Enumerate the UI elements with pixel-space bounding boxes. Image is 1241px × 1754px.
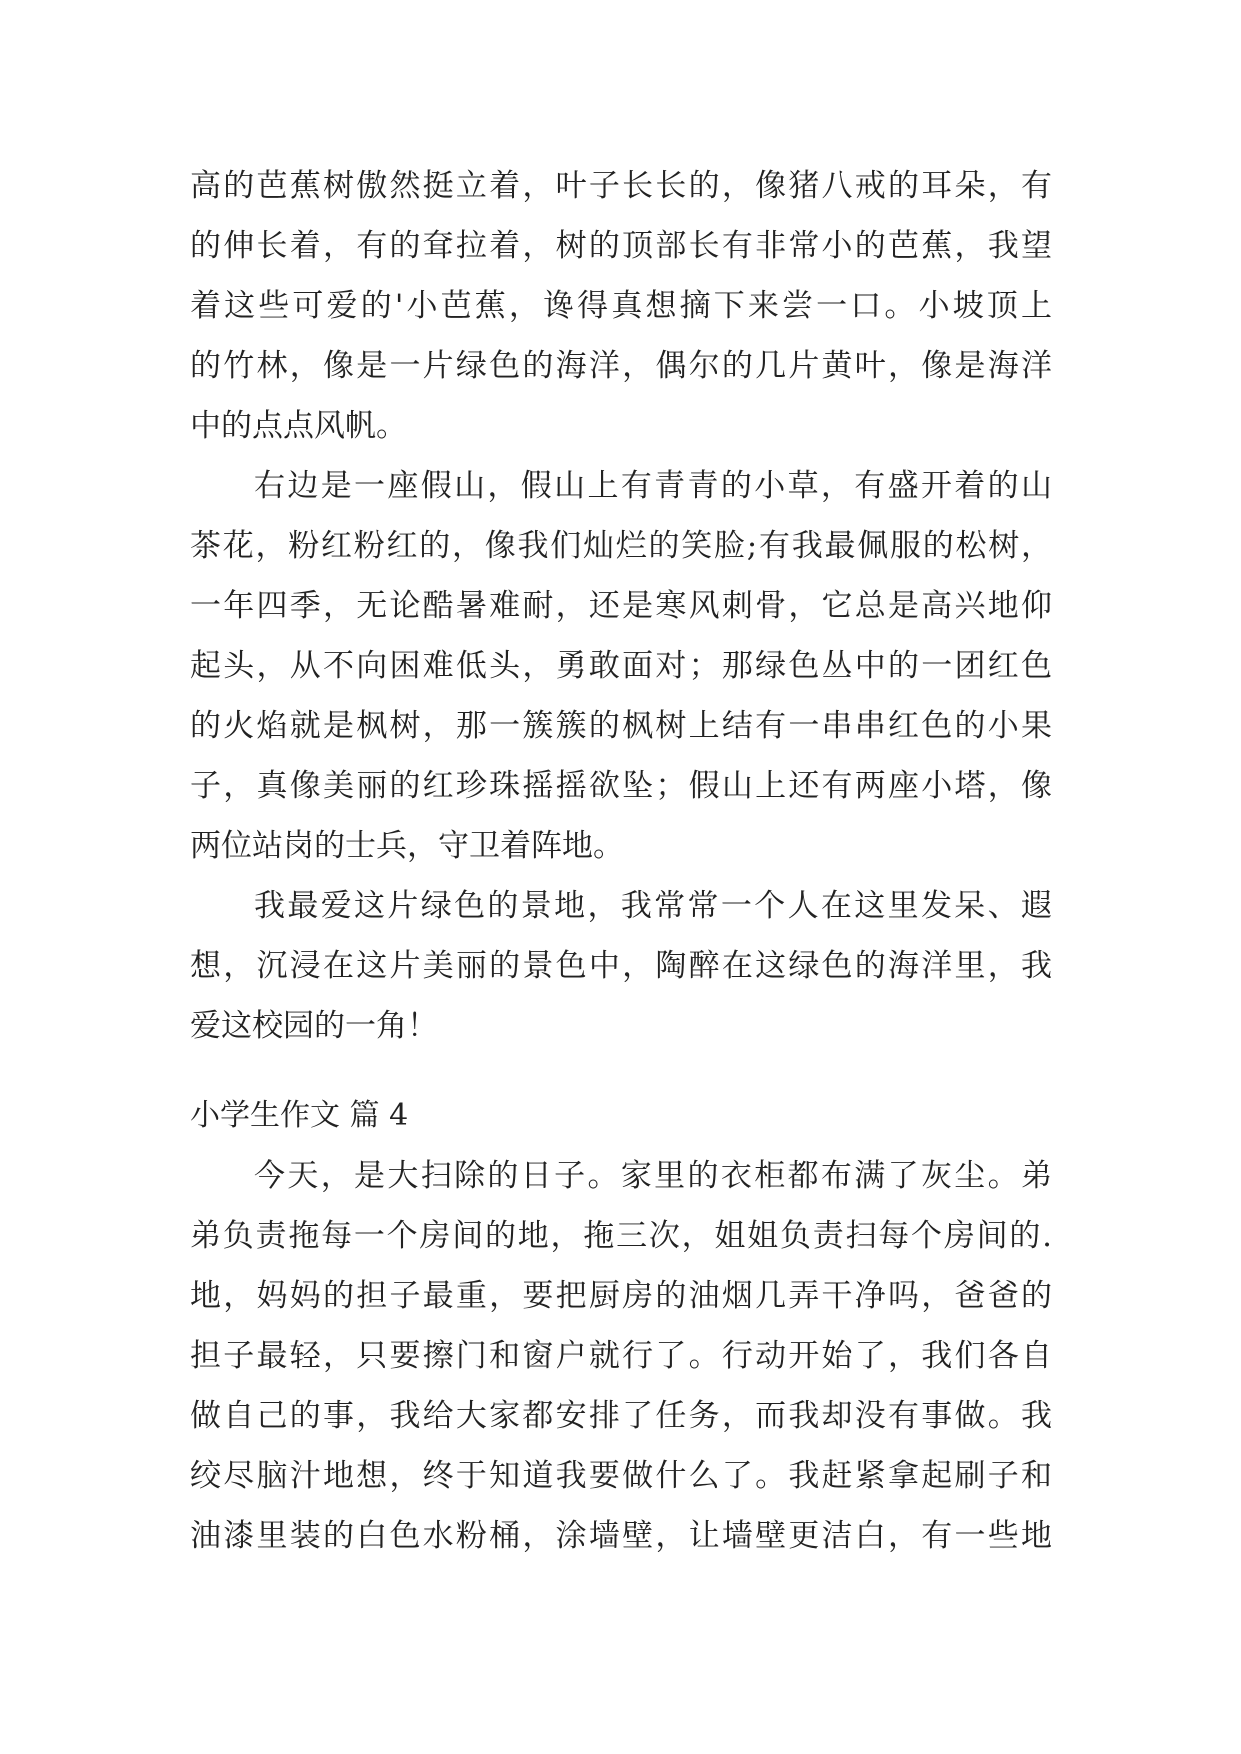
paragraph-cleaning (190, 1146, 1052, 1566)
text-line: 的伸长着，有的耷拉着，树的顶部长有非常小的芭蕉，我望 (190, 228, 1052, 264)
text-line: 做自己的事，我给大家都安排了任务，而我却没有事做。我 (190, 1398, 1052, 1434)
text-line: 担子最轻，只要擦门和窗户就行了。行动开始了，我们各自 (190, 1338, 1052, 1374)
text-line: 的火焰就是枫树，那一簇簇的枫树上结有一串串红色的小果 (190, 708, 1052, 744)
paragraph-conclusion (190, 876, 1052, 1056)
text-line: 茶花，粉红粉红的，像我们灿烂的笑脸;有我最佩服的松树， (190, 528, 1052, 564)
section-heading: 小学生作文 篇 4 (190, 1098, 409, 1133)
text-line: 弟负责拖每一个房间的地，拖三次，姐姐负责扫每个房间的. (190, 1218, 1052, 1254)
text-line: 着这些可爱的'小芭蕉，谗得真想摘下来尝一口。小坡顶上 (190, 288, 1052, 324)
text-line: 高的芭蕉树傲然挺立着，叶子长长的，像猪八戒的耳朵，有 (190, 168, 1052, 204)
text-line: 地，妈妈的担子最重，要把厨房的油烟几弄干净吗，爸爸的 (190, 1278, 1052, 1314)
text-line: 爱这校园的一角！ (190, 1008, 438, 1044)
text-line: 油漆里装的白色水粉桶，涂墙壁，让墙壁更洁白，有一些地 (190, 1518, 1052, 1554)
text-line: 两位站岗的士兵，守卫着阵地。 (190, 828, 624, 864)
paragraph-rockery (190, 456, 1052, 876)
text-line: 今天，是大扫除的日子。家里的衣柜都布满了灰尘。弟 (254, 1158, 1052, 1194)
text-line: 想，沉浸在这片美丽的景色中，陶醉在这绿色的海洋里，我 (190, 948, 1052, 984)
text-line: 的竹林，像是一片绿色的海洋，偶尔的几片黄叶，像是海洋 (190, 348, 1052, 384)
paragraph-continued (190, 156, 1052, 456)
text-line: 右边是一座假山，假山上有青青的小草，有盛开着的山 (254, 468, 1052, 504)
text-line: 一年四季，无论酷暑难耐，还是寒风刺骨，它总是高兴地仰 (190, 588, 1052, 624)
text-line: 子，真像美丽的红珍珠摇摇欲坠；假山上还有两座小塔，像 (190, 768, 1052, 804)
text-line: 中的点点风帆。 (190, 408, 407, 444)
text-line: 起头，从不向困难低头，勇敢面对；那绿色丛中的一团红色 (190, 648, 1052, 684)
text-line: 绞尽脑汁地想，终于知道我要做什么了。我赶紧拿起刷子和 (190, 1458, 1052, 1494)
text-line: 我最爱这片绿色的景地，我常常一个人在这里发呆、遐 (254, 888, 1052, 924)
